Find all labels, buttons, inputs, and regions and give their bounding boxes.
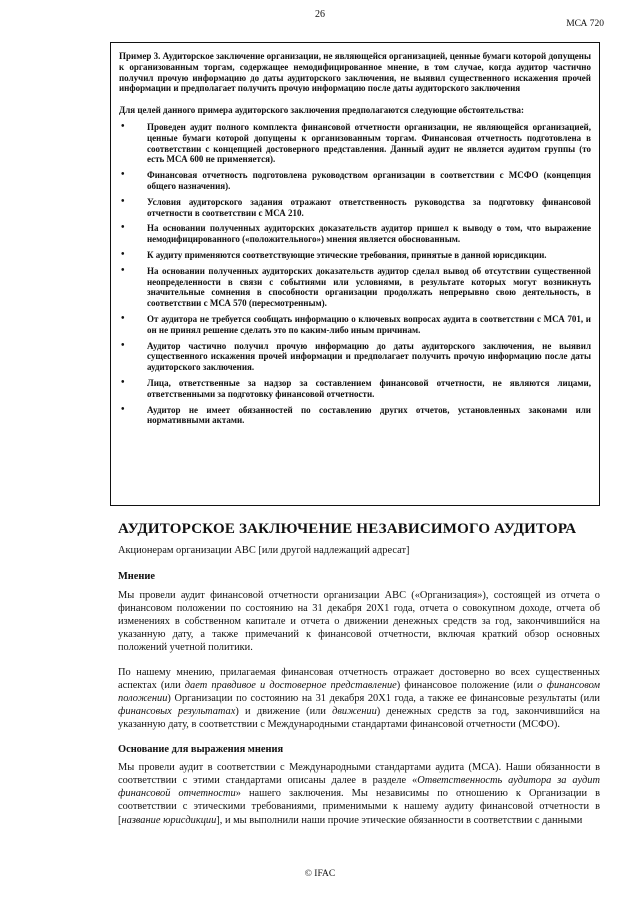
text-run: Мы провели аудит в соответствии с Международными стандартами аудита (МСА). Наши обязанности в соответствии с этими стандартами описаны далее в разделе «	[118, 761, 600, 787]
example-title: Пример 3. Аудиторское заключение организации, не являющейся организацией, ценные бумаги которой допущены к организованным торгам, содержащее немодифицированное мнение, в том случае, когда аудитор частично получил прочую информацию до даты аудиторского заключения, не выявил существенного искажения прочей информации и предполагает получить прочую информацию после даты аудиторского заключения	[119, 51, 591, 94]
italic-text: о финансовом положении	[118, 679, 600, 705]
standard-code: МСА 720	[566, 19, 604, 29]
page-number: 26	[315, 9, 325, 20]
list-item: • Аудитор не имеет обязанностей по составлению других отчетов, установленных законами или нормативными актами.	[119, 405, 591, 427]
auditor-report	[118, 523, 600, 838]
list-item: • На основании полученных аудиторских доказательств аудитор сделал вывод об отсутствии существенной неопределенности в связи с событиями или условиями, в результате которых могут возникнуть значительные сомнения в способности организации продолжать непрерывно свою деятельность, в соответствии с МСА 570 (пересмотренным).	[119, 266, 591, 309]
italic-text: Ответственность аудитора за аудит финансовой отчетности	[118, 775, 600, 800]
list-item: • Проведен аудит полного комплекта финансовой отчетности организации, не являющейся организацией, ценные бумаги которой допущены к организованным торгам. Финансовая отчетность подготовлена в соответствии с концепцией достоверного представления. Данный аудит не является аудитом группы (то есть МСА 600 не применяется).	[119, 122, 591, 165]
basis-heading: Основание для выражения мнения	[118, 743, 284, 755]
italic-text: дает правдивое и достоверное представление	[184, 679, 397, 691]
opinion-paragraph-2	[118, 666, 600, 732]
text-run: ], и мы выполнили наши прочие этические обязанности в соответствии с данными	[216, 814, 583, 826]
report-title: АУДИТОРСКОЕ ЗАКЛЮЧЕНИЕ НЕЗАВИСИМОГО АУДИТОРА	[118, 521, 577, 537]
basis-paragraph-1	[118, 761, 600, 827]
circumstances-list	[119, 122, 591, 426]
text-run: ) Организации по состоянию на 31 декабря 20Х1 года, а также ее финансовые результаты (или	[167, 693, 600, 705]
text-run: По нашему мнению, прилагаемая финансовая отчетность отражает достоверно во всех существенных аспектах (или	[118, 666, 600, 691]
list-item: • От аудитора не требуется сообщать информацию о ключевых вопросах аудита в соответствии с МСА 701, и он не принял решение сделать это по каким-либо иным причинам.	[119, 314, 591, 336]
list-item: • Финансовая отчетность подготовлена руководством организации в соответствии с МСФО (концепция общего назначения).	[119, 170, 591, 192]
list-item: • Условия аудиторского задания отражают ответственность руководства за подготовку финансовой отчетности в соответствии с МСА 210.	[119, 197, 591, 219]
italic-text: финансовых результатах	[118, 706, 236, 718]
list-item: • К аудиту применяются соответствующие этические требования, принятые в данной юрисдикции.	[119, 250, 591, 261]
italic-text: название юрисдикции	[121, 814, 217, 826]
list-item: • Лица, ответственные за надзор за составлением финансовой отчетности, не являются лицами, ответственными за подготовку финансовой отчетности.	[119, 378, 591, 400]
addressee: Акционерам организации АВС [или другой надлежащий адресат]	[118, 545, 410, 557]
text-run: ) денежных средств за год, закончившийся на указанную дату, в соответствии с Международными стандартами финансовой отчетности (МСФО).	[118, 706, 600, 731]
copyright-footer: © IFAC	[304, 869, 336, 879]
text-run: » нашего заключения. Мы независимы по отношению к Организации в соответствии с этическими требованиями, применимыми к нашему аудиту финансовой отчетности в [	[118, 788, 600, 826]
list-item: • Аудитор частично получил прочую информацию до даты аудиторского заключения, не выявил существенного искажения прочей информации и предполагает получить прочую информацию после даты аудиторского заключения.	[119, 341, 591, 373]
example-box	[110, 42, 600, 506]
text-run: ) и движение (или	[235, 706, 333, 718]
opinion-paragraph-1: Мы провели аудит финансовой отчетности организации АВС («Организация»), состоящей из отчета о финансовом положении по состоянию на 31 декабря 20Х1 года, отчета о совокупном доходе, отчета об изменениях в собственном капитале и отчета о движении денежных средств за год, закончившийся на указанную дату, а также примечаний к финансовой отчетности, включая краткий обзор основных положений учетной политики.	[118, 589, 600, 654]
italic-text: движении	[332, 706, 377, 718]
list-item: • На основании полученных аудиторских доказательств аудитор пришел к выводу о том, что выражение немодифицированного («положительного») мнения является обоснованным.	[119, 223, 591, 245]
example-intro: Для целей данного примера аудиторского заключения предполагаются следующие обстоятельства:	[119, 105, 525, 116]
opinion-heading: Мнение	[118, 571, 155, 583]
text-run: ) финансовое положение (или	[396, 679, 538, 691]
